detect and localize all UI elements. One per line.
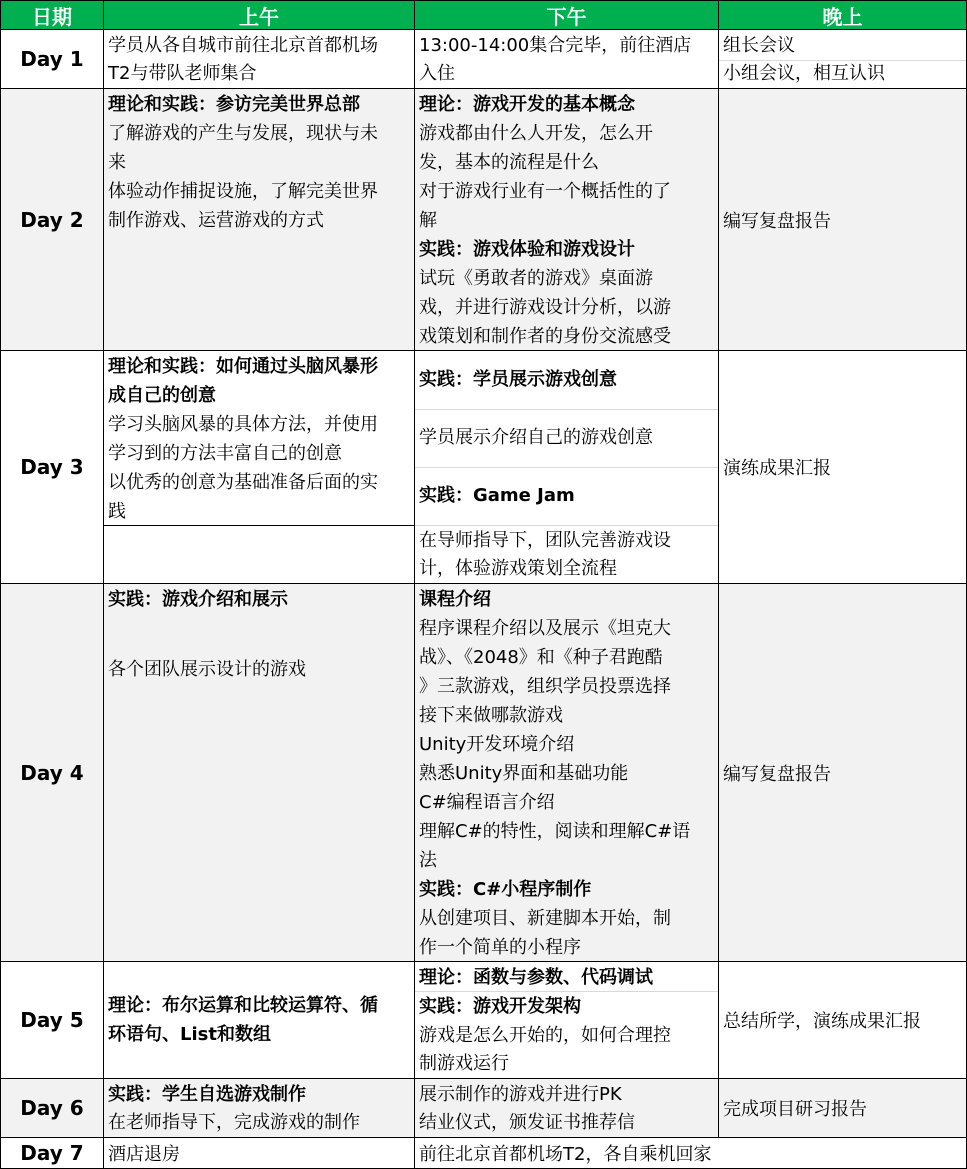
text-line: 13:00-14:00集合完毕，前往酒店 [419,35,692,56]
text-line: 实践：学生自选游戏制作 [108,1084,306,1105]
day-label: Day 6 [0,1079,104,1138]
text-line: 作一个简单的小程序 [419,937,581,958]
header-morning: 上午 [104,0,415,30]
cell-divider [415,467,718,468]
day6-evening: 完成项目研习报告 [719,1079,967,1138]
text-line: 展示制作的游戏并进行PK [419,1084,622,1105]
text-line: 游戏是怎么开始的，如何合理控 [419,1025,671,1046]
header-evening: 晚上 [719,0,967,30]
text-line: 以优秀的创意为基础准备后面的实 [108,472,378,493]
text-line: 法 [419,850,437,871]
cell-divider [104,525,414,526]
text-line: T2与带队老师集合 [108,63,257,84]
day-label: Day 7 [0,1138,104,1169]
text-line: 程序课程介绍以及展示《坦克大 [419,618,671,639]
day2-afternoon [415,89,719,351]
text-line: 入住 [419,63,455,84]
text-line: 战》、《2048》和《种子君跑酷 [419,647,663,668]
text-line: 戏，并进行游戏设计分析，以游 [419,297,671,318]
text-line: 理解C#的特性，阅读和理解C#语 [419,821,691,842]
text-line: 在老师指导下，完成游戏的制作 [108,1112,360,1133]
text-line: 理论：布尔运算和比较运算符、循 [108,995,378,1016]
text-line: 了解游戏的产生与发展，现状与未 [108,123,378,144]
text-line: 解 [419,210,437,231]
text-line: 制作游戏、运营游戏的方式 [108,210,324,231]
text-line: 实践：学员展示游戏创意 [419,369,617,390]
text-line: 接下来做哪款游戏 [419,705,563,726]
text-line: 试玩《勇敢者的游戏》桌面游 [419,268,653,289]
day4-evening: 编写复盘报告 [719,584,967,962]
day2-evening: 编写复盘报告 [719,89,967,351]
day7-morning: 酒店退房 [104,1138,415,1169]
text-line: Unity开发环境介绍 [419,734,575,755]
day3-afternoon [415,351,719,584]
text-line: 发，基本的流程是什么 [419,152,599,173]
text-line: 结业仪式，颁发证书推荐信 [419,1112,635,1133]
text-line: 理论和实践：如何通过头脑风暴形 [108,356,378,377]
day6-afternoon [415,1079,719,1138]
text-line: 课程介绍 [419,589,491,610]
text-line: 实践：Game Jam [419,485,575,506]
day7-afternoon-evening: 前往北京首都机场T2，各自乘机回家 [415,1138,967,1169]
text-line: 对于游戏行业有一个概括性的了 [419,181,671,202]
text-line: 戏策划和制作者的身份交流感受 [419,326,671,347]
text-line: 小组会议，相互认识 [723,63,885,84]
day-label: Day 3 [0,351,104,584]
cell-divider [415,409,718,410]
day4-afternoon [415,584,719,962]
day-label: Day 5 [0,962,104,1079]
text-line: 实践：游戏开发架构 [419,996,581,1017]
day-label: Day 1 [0,30,104,89]
text-line: 从创建项目、新建脚本开始，制 [419,908,671,929]
text-line: 学习到的方法丰富自己的创意 [108,443,342,464]
text-line: 》三款游戏，组织学员投票选择 [419,676,671,697]
header-afternoon: 下午 [415,0,719,30]
text-line: 践 [108,501,126,522]
text-line: 实践：游戏体验和游戏设计 [419,239,635,260]
text-line: 熟悉Unity界面和基础功能 [419,763,629,784]
text-line: 各个团队展示设计的游戏 [108,659,306,680]
text-line: 理论：游戏开发的基本概念 [419,94,635,115]
text-line: 来 [108,152,126,173]
text-line: 计，体验游戏策划全流程 [419,558,617,579]
day1-afternoon [415,30,719,89]
text-line: 实践：C#小程序制作 [419,879,592,900]
text-line: 游戏都由什么人开发，怎么开 [419,123,653,144]
text-line: 学习头脑风暴的具体方法，并使用 [108,414,378,435]
day-label: Day 2 [0,89,104,351]
day1-morning [104,30,415,89]
day2-morning [104,89,415,351]
text-line: 体验动作捕捉设施，了解完美世界 [108,181,378,202]
text-line: 成自己的创意 [108,385,216,406]
text-line: 理论：函数与参数、代码调试 [419,967,653,988]
header-date: 日期 [0,0,104,30]
day3-evening: 演练成果汇报 [719,351,967,584]
text-line: 环语句、List和数组 [108,1024,271,1045]
day5-afternoon [415,962,719,1079]
day3-morning [104,351,415,584]
text-line: 制游戏运行 [419,1053,509,1074]
day6-morning [104,1079,415,1138]
day5-evening: 总结所学，演练成果汇报 [719,962,967,1079]
day5-morning [104,962,415,1079]
text-line: C#编程语言介绍 [419,792,555,813]
day-label: Day 4 [0,584,104,962]
text-line: 学员从各自城市前往北京首都机场 [108,35,378,56]
text-line: 实践：游戏介绍和展示 [108,589,288,610]
text-line: 组长会议 [723,35,795,56]
day4-morning [104,584,415,962]
text-line: 在导师指导下，团队完善游戏设 [419,530,671,551]
text-line: 理论和实践：参访完美世界总部 [108,94,360,115]
day1-evening [719,30,967,89]
text-line: 学员展示介绍自己的游戏创意 [419,427,653,448]
